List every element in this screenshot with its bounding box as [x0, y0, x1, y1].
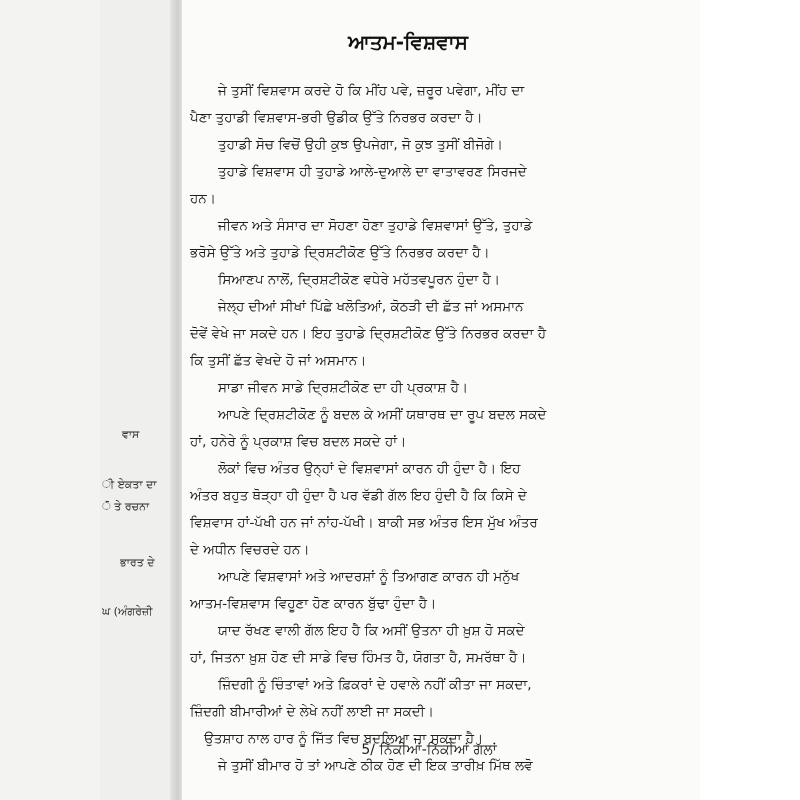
text-line: ਉਤਸ਼ਾਹ ਨਾਲ ਹਾਰ ਨੂੰ ਜਿੱਤ ਵਿਚ ਬਦਲਿਆ ਜਾ ਸਕਦਾ ਹੈ। — [204, 731, 484, 747]
text-line: ਆਤਮ-ਵਿਸ਼ਵਾਸ ਵਿਹੂਣਾ ਹੋਣ ਕਾਰਨ ਬੁੱਢਾ ਹੁੰਦਾ ਹੈ। — [190, 596, 437, 612]
page-title: ਆਤਮ-ਵਿਸ਼ਵਾਸ — [348, 30, 468, 54]
text-line: ਜੇ ਤੁਸੀਂ ਬੀਮਾਰ ਹੋ ਤਾਂ ਆਪਣੇ ਠੀਕ ਹੋਣ ਦੀ ਇਕ ਤਾਰੀਖ਼ ਮਿੱਥ ਲਵੋ — [218, 758, 533, 774]
left-page-fragment: ਵਾਸ — [122, 428, 140, 441]
text-line: ਤੁਹਾਡੀ ਸੋਚ ਵਿਚੋਂ ਉਹੀ ਕੁਝ ਉਪਜੇਗਾ, ਜੋ ਕੁਝ ਤੁਸੀਂ ਬੀਜੋਗੇ। — [218, 137, 503, 153]
text-line: ਜੀਵਨ ਅਤੇ ਸੰਸਾਰ ਦਾ ਸੋਹਣਾ ਹੋਣਾ ਤੁਹਾਡੇ ਵਿਸ਼ਵਾਸਾਂ ਉੱਤੇ, ਤੁਹਾਡੇ — [218, 218, 533, 234]
text-line: ਹਾਂ, ਹਨੇਰੇ ਨੂੰ ਪ੍ਰਕਾਸ਼ ਵਿਚ ਬਦਲ ਸਕਦੇ ਹਾਂ। — [190, 434, 407, 450]
left-page-fragment: ਘ (ਅੰਗਰੇਜ਼ੀ — [102, 605, 153, 618]
text-line: ਜ਼ਿੰਦਗੀ ਨੂੰ ਚਿੰਤਾਵਾਂ ਅਤੇ ਫ਼ਿਕਰਾਂ ਦੇ ਹਵਾਲੇ ਨਹੀਂ ਕੀਤਾ ਜਾ ਸਕਦਾ, — [218, 677, 532, 693]
left-page-fragment: ਭਾਰਤ ਦੇ — [120, 556, 155, 569]
text-line: ਜੇਲ੍ਹ ਦੀਆਂ ਸੀਖਾਂ ਪਿੱਛੇ ਖਲੋਤਿਆਂ, ਕੋਠੜੀ ਦੀ ਛੱਤ ਜਾਂ ਅਸਮਾਨ — [218, 299, 524, 315]
text-line: ਆਪਣੇ ਦ੍ਰਿਸ਼ਟੀਕੋਣ ਨੂੰ ਬਦਲ ਕੇ ਅਸੀਂ ਯਥਾਰਥ ਦਾ ਰੂਪ ਬਦਲ ਸਕਦੇ — [218, 407, 547, 423]
text-line: ਤੁਹਾਡੇ ਵਿਸ਼ਵਾਸ ਹੀ ਤੁਹਾਡੇ ਆਲੇ-ਦੁਆਲੇ ਦਾ ਵਾਤਾਵਰਣ ਸਿਰਜਦੇ — [218, 164, 527, 180]
text-line: ਹਨ। — [190, 191, 216, 207]
text-line: ਕਿ ਤੁਸੀਂ ਛੱਤ ਵੇਖਦੇ ਹੋ ਜਾਂ ਅਸਮਾਨ। — [190, 353, 367, 369]
text-line: ਵਿਸ਼ਵਾਸ ਹਾਂ-ਪੱਖੀ ਹਨ ਜਾਂ ਨਾਂਹ-ਪੱਖੀ। ਬਾਕੀ ਸਭ ਅੰਤਰ ਇਸ ਮੁੱਖ ਅੰਤਰ — [190, 515, 538, 531]
text-line: ਸਿਆਣਪ ਨਾਲੋਂ, ਦ੍ਰਿਸ਼ਟੀਕੋਣ ਵਧੇਰੇ ਮਹੱਤਵਪੂਰਨ ਹੁੰਦਾ ਹੈ। — [218, 272, 500, 288]
text-line: ਦੇ ਅਧੀਨ ਵਿਚਰਦੇ ਹਨ। — [190, 542, 310, 558]
text-line: ਲੋਕਾਂ ਵਿਚ ਅੰਤਰ ਉਨ੍ਹਾਂ ਦੇ ਵਿਸ਼ਵਾਸਾਂ ਕਾਰਨ ਹੀ ਹੁੰਦਾ ਹੈ। ਇਹ — [218, 461, 521, 477]
text-line: ਪੈਣਾ ਤੁਹਾਡੀ ਵਿਸ਼ਵਾਸ-ਭਰੀ ਉਡੀਕ ਉੱਤੇ ਨਿਰਭਰ ਕਰਦਾ ਹੈ। — [190, 110, 483, 126]
text-line: ਅੰਤਰ ਬਹੁਤ ਥੋੜ੍ਹਾ ਹੀ ਹੁੰਦਾ ਹੈ ਪਰ ਵੱਡੀ ਗੱਲ ਇਹ ਹੁੰਦੀ ਹੈ ਕਿ ਕਿਸੇ ਦੇ — [190, 488, 527, 504]
text-line: ਭਰੋਸੇ ਉੱਤੇ ਅਤੇ ਤੁਹਾਡੇ ਦ੍ਰਿਸ਼ਟੀਕੋਣ ਉੱਤੇ ਨਿਰਭਰ ਕਰਦਾ ਹੈ। — [190, 245, 490, 261]
text-line: ਆਪਣੇ ਵਿਸ਼ਵਾਸਾਂ ਅਤੇ ਆਦਰਸ਼ਾਂ ਨੂੰ ਤਿਆਗਣ ਕਾਰਨ ਹੀ ਮਨੁੱਖ — [218, 569, 520, 585]
left-page — [100, 0, 178, 800]
text-line: ਦੋਵੇਂ ਵੇਖੇ ਜਾ ਸਕਦੇ ਹਨ। ਇਹ ਤੁਹਾਡੇ ਦ੍ਰਿਸ਼ਟੀਕੋਣ ਉੱਤੇ ਨਿਰਭਰ ਕਰਦਾ ਹੈ — [190, 326, 547, 342]
text-line: ਜੇ ਤੁਸੀਂ ਵਿਸ਼ਵਾਸ ਕਰਦੇ ਹੋ ਕਿ ਮੀਂਹ ਪਵੇ, ਜ਼ਰੂਰ ਪਵੇਗਾ, ਮੀਂਹ ਦਾ — [218, 83, 525, 99]
body-text — [190, 78, 546, 780]
text-line: ਯਾਦ ਰੱਖਣ ਵਾਲੀ ਗੱਲ ਇਹ ਹੈ ਕਿ ਅਸੀਂ ਉਤਨਾ ਹੀ ਖ਼ੁਸ਼ ਹੋ ਸਕਦੇ — [218, 623, 525, 639]
text-line: ਸਾਡਾ ਜੀਵਨ ਸਾਡੇ ਦ੍ਰਿਸ਼ਟੀਕੋਣ ਦਾ ਹੀ ਪ੍ਰਕਾਸ਼ ਹੈ। — [218, 380, 468, 396]
left-page-fragment: ੋ ਤੇ ਰਚਨਾ — [102, 500, 150, 513]
page-margin-edge — [700, 0, 800, 800]
text-line: ਜ਼ਿੰਦਗੀ ਬੀਮਾਰੀਆਂ ਦੇ ਲੇਖੇ ਨਹੀਂ ਲਾਈ ਜਾ ਸਕਦੀ। — [190, 704, 434, 720]
text-line: ਹਾਂ, ਜਿਤਨਾ ਖ਼ੁਸ਼ ਹੋਣ ਦੀ ਸਾਡੇ ਵਿਚ ਹਿੰਮਤ ਹੈ, ਯੋਗਤਾ ਹੈ, ਸਮਰੱਥਾ ਹੈ। — [190, 650, 527, 666]
right-page — [182, 0, 702, 800]
page-footer: 5/ ਨਿੱਕੀਆਂ-ਨਿੱਕੀਆਂ ਗੱਲਾਂ — [361, 742, 497, 758]
left-page-fragment: ੀ ਏਕਤਾ ਦਾ — [102, 478, 157, 491]
